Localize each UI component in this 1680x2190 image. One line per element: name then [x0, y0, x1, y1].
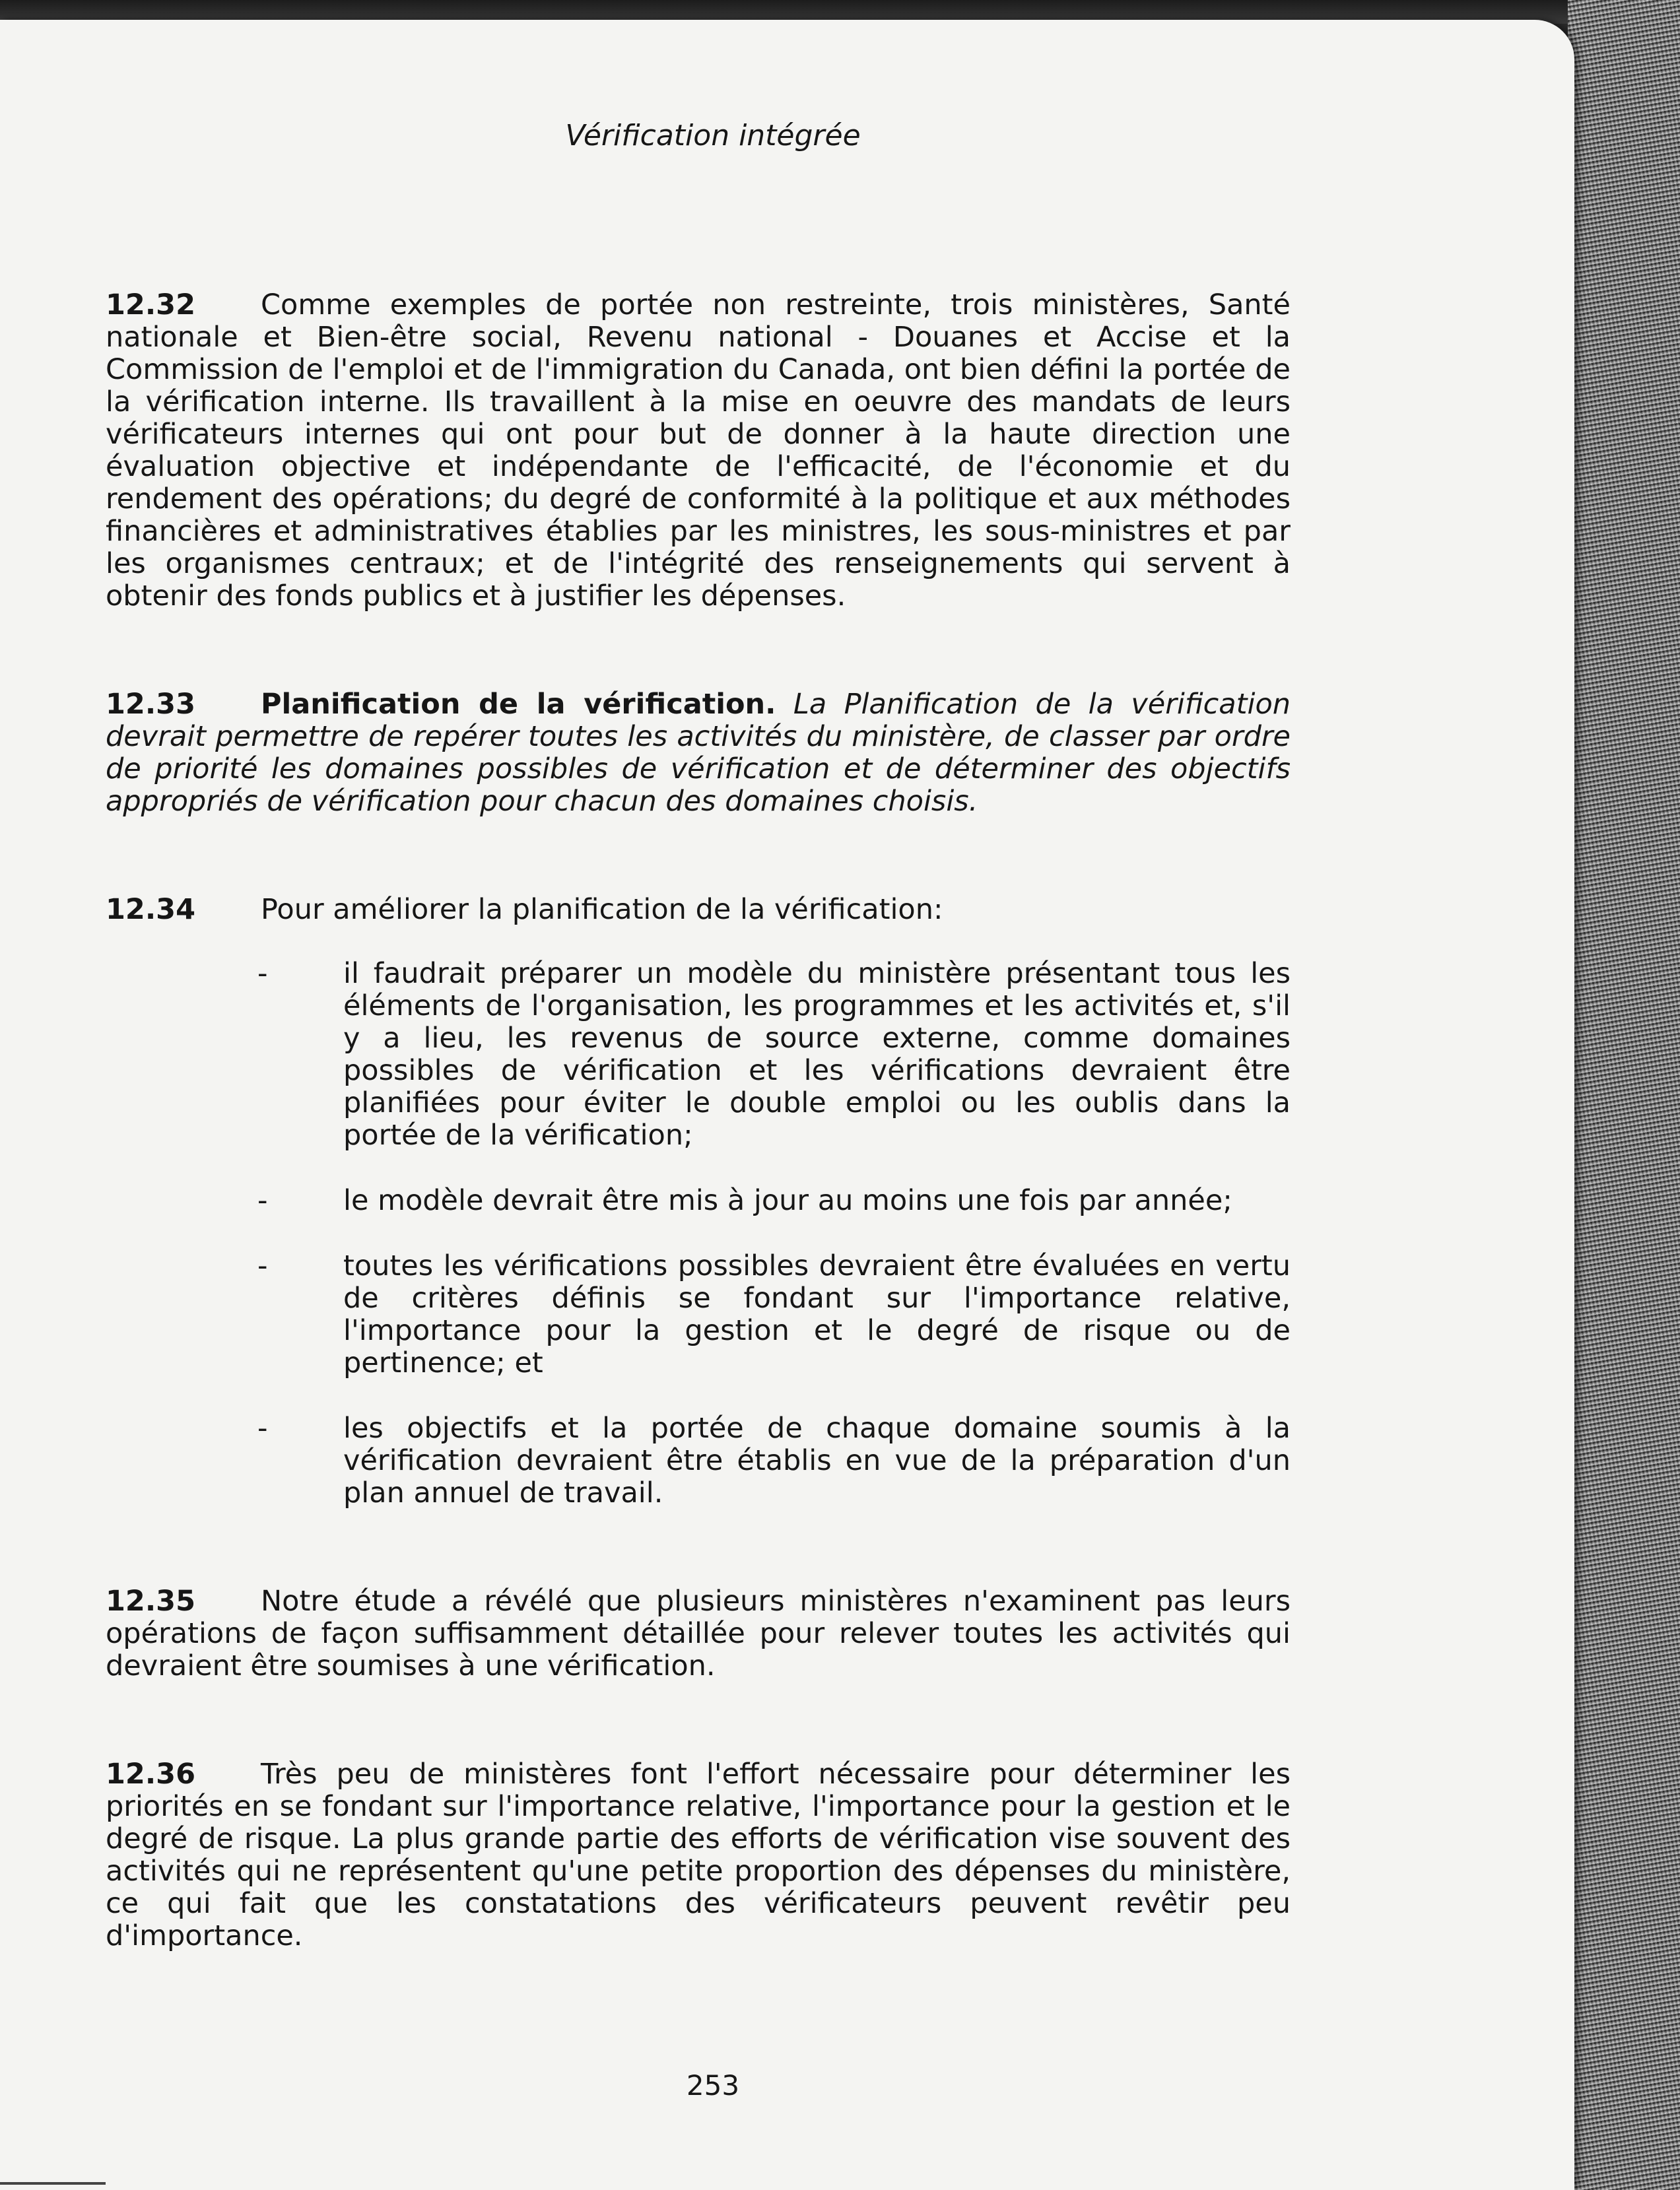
paragraph-number: 12.36 — [106, 1758, 196, 1791]
bullet-dash: - — [257, 1412, 268, 1445]
recommendation-list — [106, 958, 1291, 1510]
running-header: Vérification intégrée — [565, 119, 861, 152]
paragraph-number: 12.35 — [106, 1585, 196, 1618]
paragraph-12-36 — [106, 1758, 1291, 1952]
paragraph-text: Très peu de ministères font l'effort nécessaire pour déterminer les priorités en se fondant sur l'importance relative, l'importance pour la gestion et le degré de risque. La plus grande partie des efforts de vérification vise souvent des activités qui ne représentent qu'une petite proportion des dépenses du ministère, ce qui fait que les constatations des vérificateurs peuvent revêtir peu d'importance. — [106, 1758, 1291, 1952]
paragraph-heading: Planification de la vérification. — [261, 688, 776, 721]
page-body — [106, 289, 1291, 2028]
paragraph-text: Notre étude a révélé que plusieurs ministères n'examinent pas leurs opérations de façon suffisamment détaillée pour relever toutes les activités qui devraient être soumises à une vérification. — [106, 1585, 1291, 1682]
paragraph-text: La Planification de la vérification devrait permettre de repérer toutes les activités du ministère, de classer par ordre de priorité les domaines possibles de vérification et de déterminer des objectifs appropriés de vérification pour chacun des domaines choisis. — [106, 688, 1291, 818]
paragraph-text: Pour améliorer la planification de la vérification: — [261, 893, 943, 926]
list-item — [106, 958, 1291, 1152]
list-item — [106, 1185, 1291, 1217]
paragraph-number: 12.34 — [106, 893, 196, 926]
paragraph-12-33 — [106, 688, 1291, 818]
page-edge — [1568, 0, 1680, 2190]
page-number: 253 — [686, 2069, 740, 2102]
list-item-text: il faudrait préparer un modèle du ministère présentant tous les éléments de l'organisation, les programmes et les activités et, s'il y a lieu, les revenus de source externe, comme domaines possibles de vérification et les vérifications devraient être planifiées pour éviter le double emploi ou les oublis dans la portée de la vérification; — [343, 957, 1291, 1152]
list-item-text: les objectifs et la portée de chaque domaine soumis à la vérification devraient être établis en vue de la préparation d'un plan annuel de travail. — [343, 1412, 1291, 1510]
document-page — [0, 20, 1574, 2190]
bullet-dash: - — [257, 1249, 268, 1282]
bullet-dash: - — [257, 957, 268, 990]
bullet-dash: - — [257, 1184, 268, 1217]
list-item — [106, 1412, 1291, 1510]
paragraph-12-35 — [106, 1585, 1291, 1682]
paragraph-number: 12.33 — [106, 688, 196, 721]
paragraph-number: 12.32 — [106, 288, 196, 321]
paragraph-12-32 — [106, 289, 1291, 613]
list-item-text: le modèle devrait être mis à jour au moins une fois par année; — [343, 1184, 1232, 1217]
paragraph-text: Comme exemples de portée non restreinte, trois ministères, Santé nationale et Bien-être social, Revenu national - Douanes et Accise et la Commission de l'emploi et de l'immigration du Canada, ont bien défini la portée de la vérification interne. Ils travaillent à la mise en oeuvre des mandats de leurs vérificateurs internes qui ont pour but de donner à la haute direction une évaluation objective et indépendante de l'efficacité, de l'économie et du rendement des opérations; du degré de conformité à la politique et aux méthodes financières et administratives établies par les ministres, les sous-ministres et par les organismes centraux; et de l'intégrité des renseignements qui servent à obtenir des fonds publics et à justifier les dépenses. — [106, 288, 1291, 613]
scan-artifact-line — [0, 2182, 106, 2185]
paragraph-12-34 — [106, 894, 1291, 926]
list-item-text: toutes les vérifications possibles devraient être évaluées en vertu de critères définis se fondant sur l'importance relative, l'importance pour la gestion et le degré de risque ou de pertinence; et — [343, 1249, 1291, 1379]
list-item — [106, 1250, 1291, 1379]
